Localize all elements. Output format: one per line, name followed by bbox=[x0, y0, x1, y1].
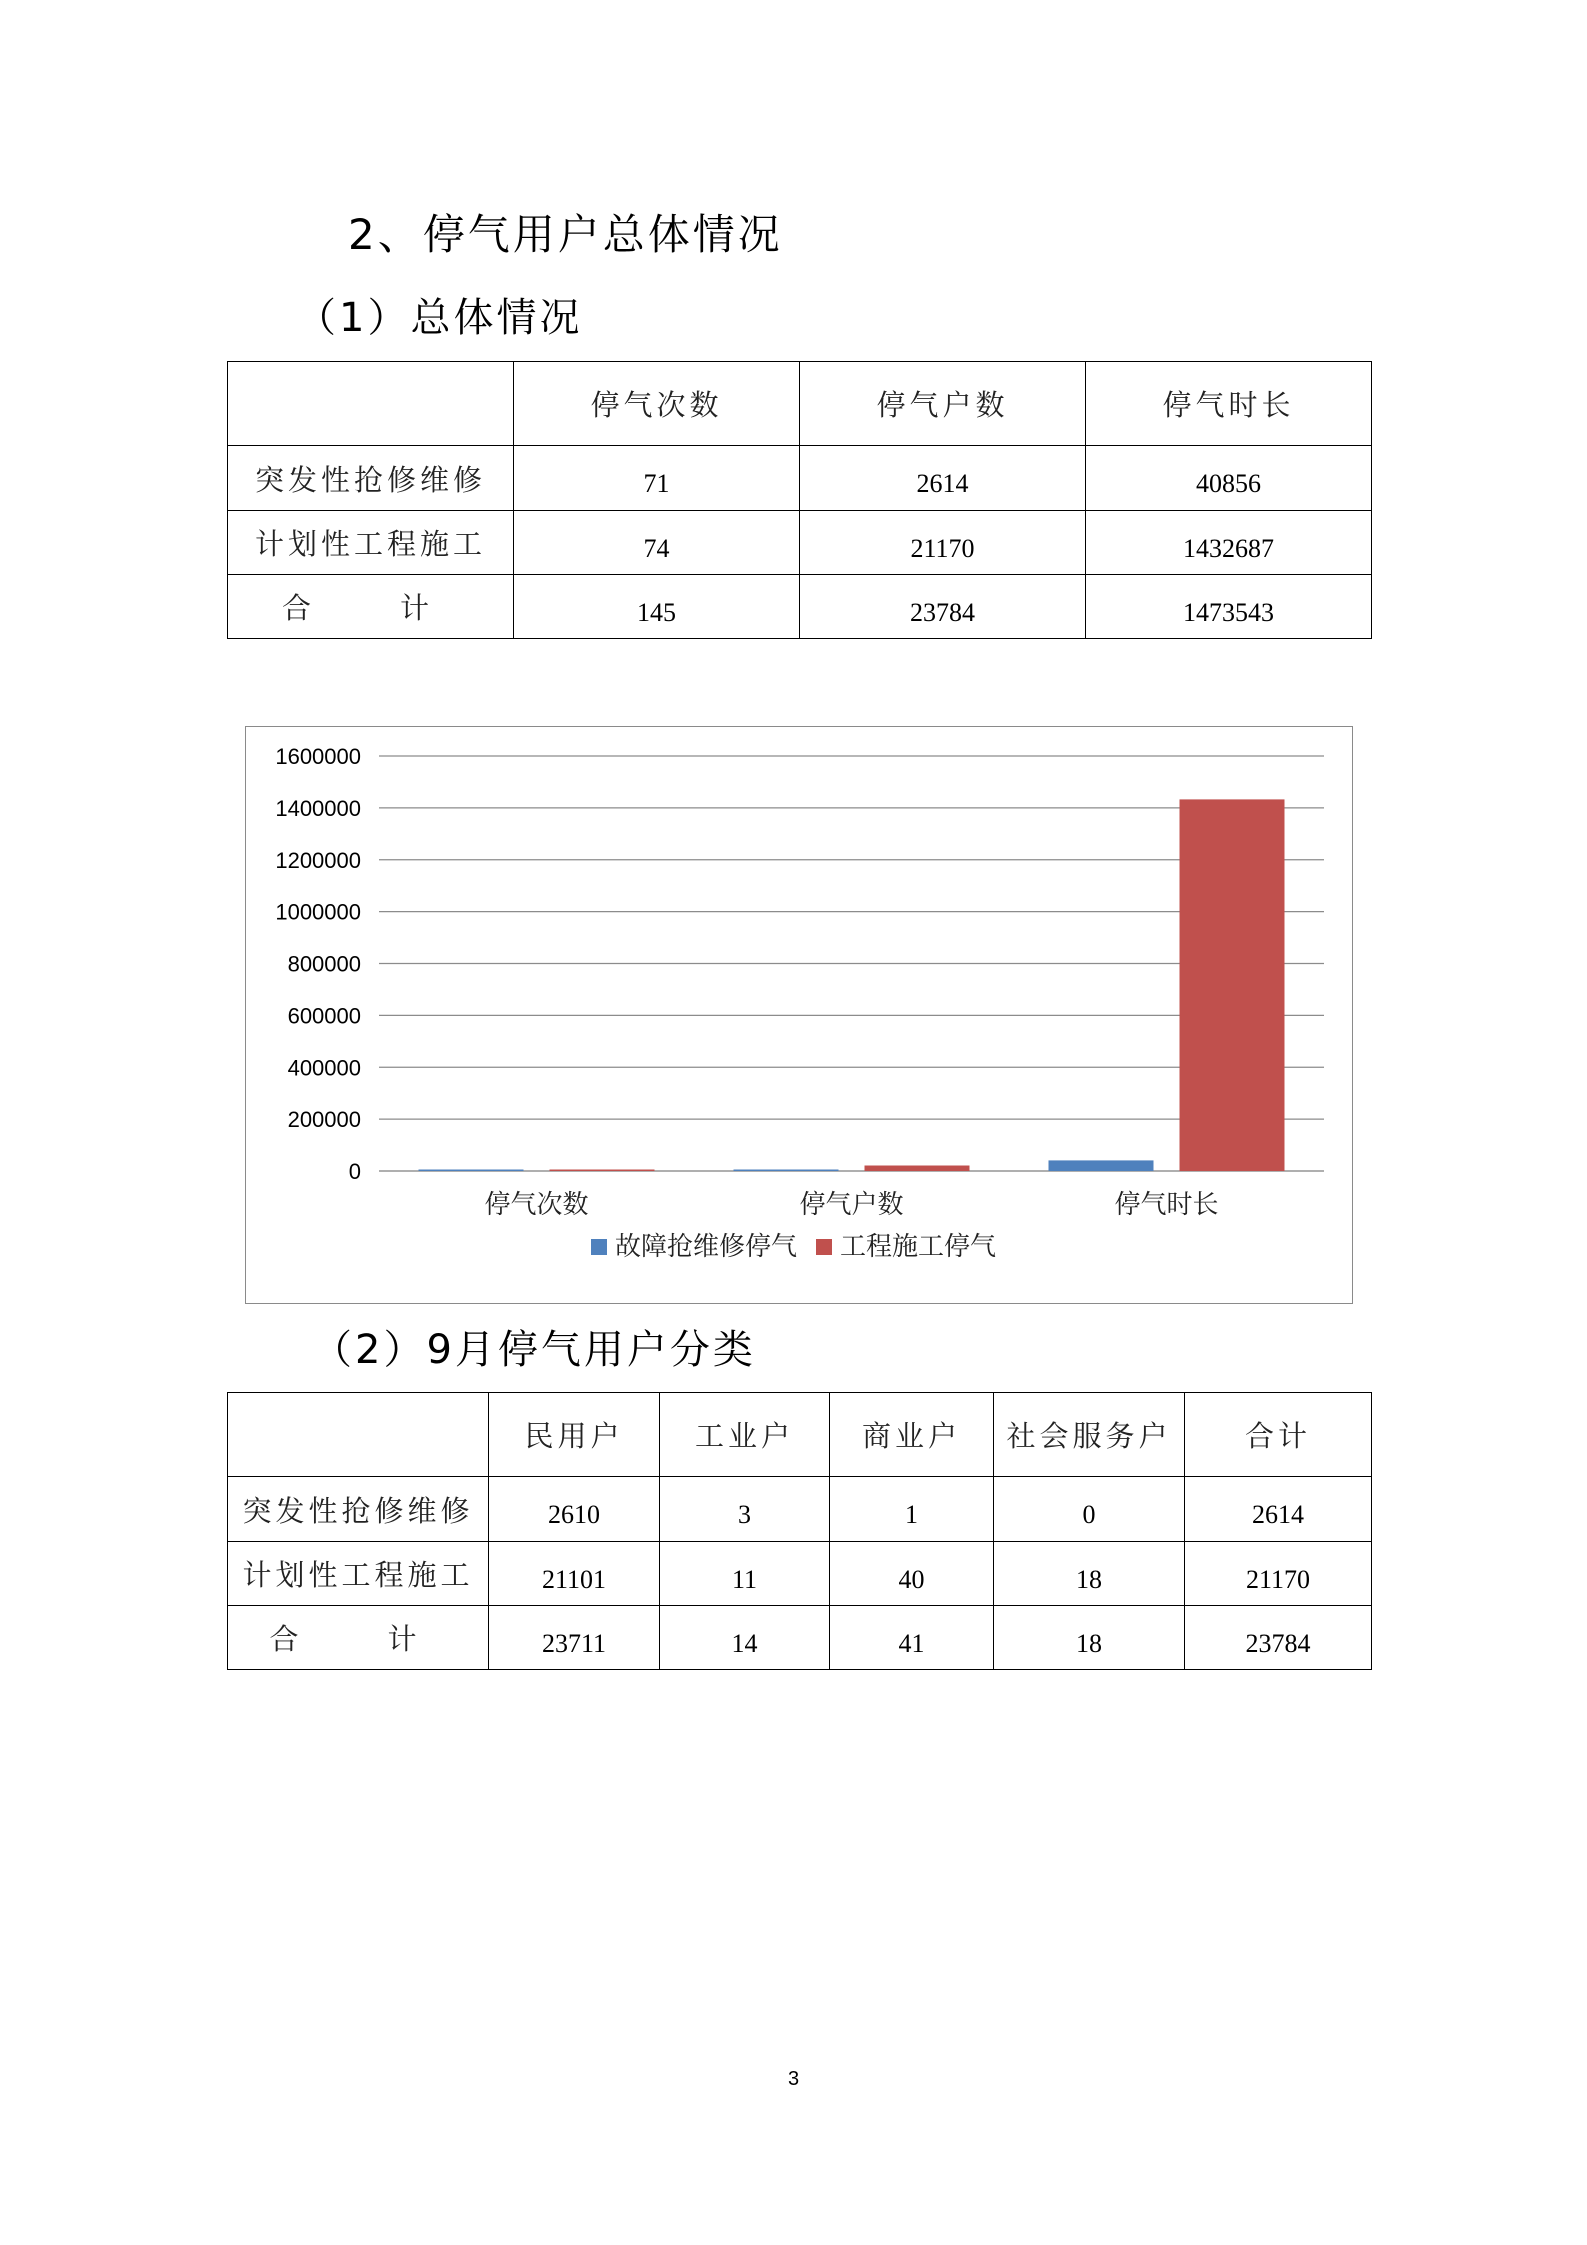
y-tick-label: 800000 bbox=[287, 951, 361, 977]
table-cell: 3 bbox=[660, 1477, 830, 1542]
x-tick-label: 停气次数 bbox=[484, 1190, 589, 1220]
y-tick-label: 400000 bbox=[287, 1055, 361, 1081]
table-cell: 11 bbox=[660, 1542, 830, 1606]
x-tick-label: 停气时长 bbox=[1114, 1190, 1219, 1220]
subsection-title-user-category: （2）9月停气用户分类 bbox=[312, 1327, 756, 1373]
table-cell: 1473543 bbox=[1086, 575, 1372, 639]
legend-swatch bbox=[816, 1239, 832, 1255]
bar bbox=[419, 1170, 524, 1172]
row-label: 合 计 bbox=[228, 575, 514, 639]
table-cell: 2614 bbox=[800, 446, 1086, 511]
table-cell: 1 bbox=[830, 1477, 994, 1542]
table-row-total bbox=[228, 575, 1372, 639]
table-cell: 145 bbox=[514, 575, 800, 639]
legend-label: 故障抢维修停气 bbox=[615, 1232, 798, 1262]
table-cell: 21170 bbox=[1185, 1542, 1372, 1606]
overall-summary-table bbox=[227, 361, 1372, 639]
row-label: 计划性工程施工 bbox=[228, 1542, 489, 1606]
table-header-cell: 工业户 bbox=[660, 1393, 830, 1477]
table-cell: 74 bbox=[514, 511, 800, 575]
table-header-row bbox=[228, 1393, 1372, 1477]
table-cell: 23711 bbox=[489, 1606, 660, 1670]
table-cell: 18 bbox=[994, 1606, 1185, 1670]
table-row-total bbox=[228, 1606, 1372, 1670]
table-cell: 18 bbox=[994, 1542, 1185, 1606]
table-cell: 23784 bbox=[800, 575, 1086, 639]
table-cell: 0 bbox=[994, 1477, 1185, 1542]
table-header-row bbox=[228, 362, 1372, 446]
y-tick-label: 1400000 bbox=[275, 795, 361, 821]
table-cell: 23784 bbox=[1185, 1606, 1372, 1670]
row-label: 计划性工程施工 bbox=[228, 511, 514, 575]
row-label: 突发性抢修维修 bbox=[228, 1477, 489, 1542]
table-cell: 41 bbox=[830, 1606, 994, 1670]
bar-chart bbox=[246, 727, 1354, 1305]
table-cell: 21170 bbox=[800, 511, 1086, 575]
section-title: 2、停气用户总体情况 bbox=[348, 210, 783, 259]
table-header-cell: 商业户 bbox=[830, 1393, 994, 1477]
legend-label: 工程施工停气 bbox=[840, 1232, 997, 1262]
table-cell: 1432687 bbox=[1086, 511, 1372, 575]
table-header-cell: 停气时长 bbox=[1086, 362, 1372, 446]
table-cell: 71 bbox=[514, 446, 800, 511]
table-cell: 2610 bbox=[489, 1477, 660, 1542]
table-header-cell: 停气户数 bbox=[800, 362, 1086, 446]
bar bbox=[1049, 1160, 1154, 1171]
table-header-cell bbox=[228, 1393, 489, 1477]
x-tick-label: 停气户数 bbox=[799, 1190, 904, 1220]
y-tick-label: 200000 bbox=[287, 1107, 361, 1133]
table-cell: 21101 bbox=[489, 1542, 660, 1606]
table-cell: 40 bbox=[830, 1542, 994, 1606]
table-cell: 14 bbox=[660, 1606, 830, 1670]
table-header-cell: 合计 bbox=[1185, 1393, 1372, 1477]
table-header-cell: 社会服务户 bbox=[994, 1393, 1185, 1477]
table-row bbox=[228, 1542, 1372, 1606]
y-tick-label: 0 bbox=[348, 1159, 361, 1184]
table-header-cell bbox=[228, 362, 514, 446]
y-tick-label: 1600000 bbox=[275, 744, 361, 769]
table-header-cell: 民用户 bbox=[489, 1393, 660, 1477]
bar bbox=[550, 1170, 655, 1172]
table-row bbox=[228, 446, 1372, 511]
table-header-cell: 停气次数 bbox=[514, 362, 800, 446]
table-cell: 2614 bbox=[1185, 1477, 1372, 1542]
bar bbox=[734, 1170, 839, 1172]
bar bbox=[865, 1166, 970, 1171]
table-cell: 40856 bbox=[1086, 446, 1372, 511]
table-row bbox=[228, 1477, 1372, 1542]
y-tick-label: 600000 bbox=[287, 1003, 361, 1029]
y-tick-label: 1000000 bbox=[275, 899, 361, 925]
user-category-table bbox=[227, 1392, 1372, 1670]
bar bbox=[1180, 799, 1285, 1171]
page-number: 3 bbox=[787, 2068, 800, 2090]
table-row bbox=[228, 511, 1372, 575]
row-label: 合 计 bbox=[228, 1606, 489, 1670]
chart-frame bbox=[245, 726, 1353, 1304]
legend-swatch bbox=[591, 1239, 607, 1255]
y-tick-label: 1200000 bbox=[275, 847, 361, 873]
row-label: 突发性抢修维修 bbox=[228, 446, 514, 511]
subsection-title-overall: （1）总体情况 bbox=[296, 295, 583, 341]
